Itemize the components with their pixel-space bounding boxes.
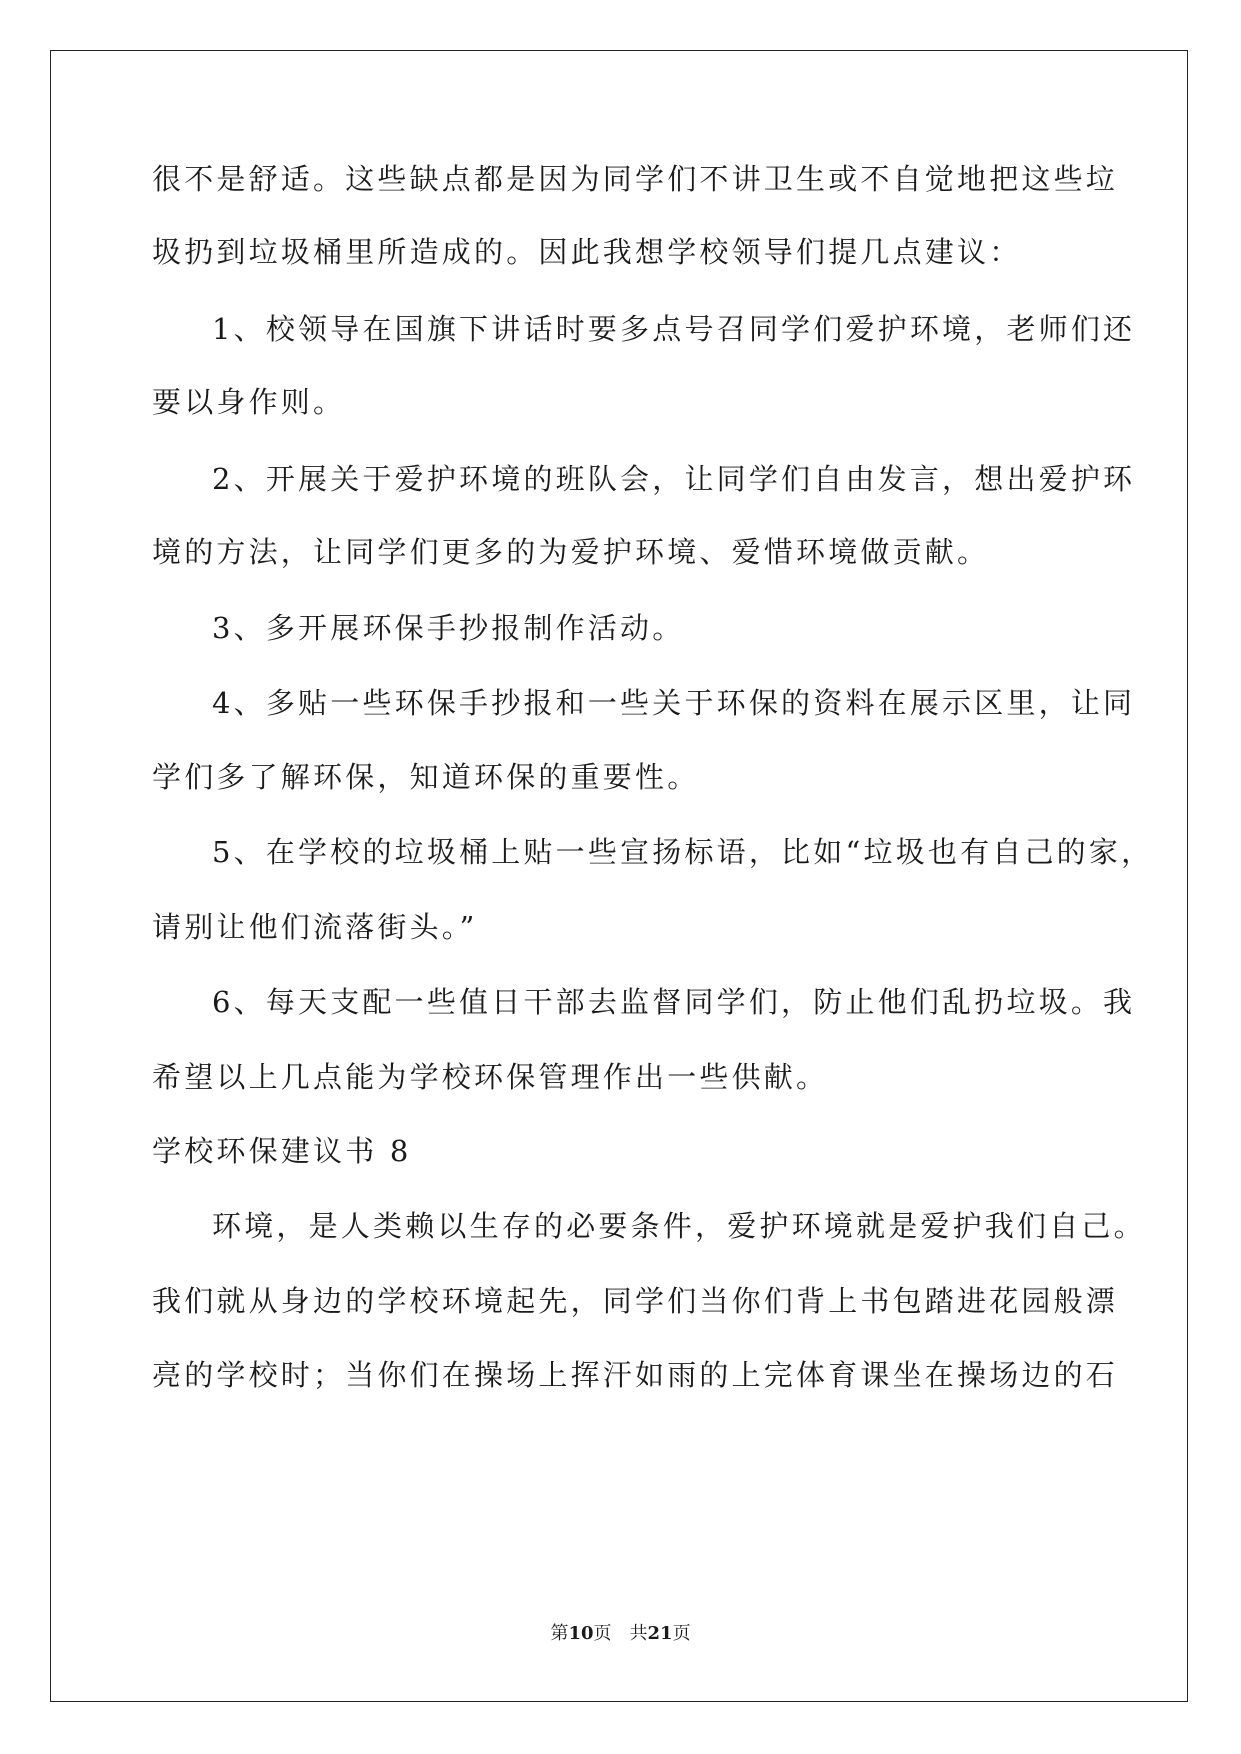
text-line: 很不是舒适。这些缺点都是因为同学们不讲卫生或不自觉地把这些垃 <box>152 162 1119 196</box>
section-heading: 学校环保建议书 8 <box>152 1134 412 1168</box>
text-line: 1、校领导在国旗下讲话时要多点号召同学们爱护环境，老师们还 <box>212 312 1136 346</box>
text-line: 5、在学校的垃圾桶上贴一些宣扬标语，比如“垃圾也有自己的家， <box>212 835 1154 869</box>
footer-prefix: 第 <box>550 1623 569 1644</box>
text-line: 4、多贴一些环保手抄报和一些关于环保的资料在展示区里，让同 <box>212 686 1136 720</box>
page-current: 10 <box>568 1623 594 1644</box>
text-line: 环境，是人类赖以生存的必要条件，爱护环境就是爱护我们自己。 <box>212 1209 1146 1243</box>
text-line: 3、多开展环保手抄报制作活动。 <box>212 611 685 645</box>
text-line: 境的方法，让同学们更多的为爱护环境、爱惜环境做贡献。 <box>152 535 990 569</box>
text-line: 6、每天支配一些值日干部去监督同学们，防止他们乱扔垃圾。我 <box>212 985 1136 1019</box>
page-border <box>50 50 1188 1702</box>
text-line: 我们就从身边的学校环境起先，同学们当你们背上书包踏进花园般漂 <box>152 1284 1119 1318</box>
text-line: 2、开展关于爱护环境的班队会，让同学们自由发言，想出爱护环 <box>212 462 1136 496</box>
text-line: 希望以上几点能为学校环保管理作出一些供献。 <box>152 1060 829 1094</box>
page-total: 21 <box>647 1623 673 1644</box>
text-line: 要以身作则。 <box>152 385 346 419</box>
footer-suffix: 页 <box>672 1623 691 1644</box>
text-line: 亮的学校时；当你们在操场上挥汗如雨的上完体育课坐在操场边的石 <box>152 1358 1119 1392</box>
text-line: 学们多了解环保，知道环保的重要性。 <box>152 760 700 794</box>
page-footer <box>0 1619 1241 1645</box>
footer-mid: 页 共 <box>593 1623 648 1644</box>
text-line: 请别让他们流落街头。” <box>152 910 478 944</box>
text-line: 圾扔到垃圾桶里所造成的。因此我想学校领导们提几点建议： <box>152 235 1022 269</box>
